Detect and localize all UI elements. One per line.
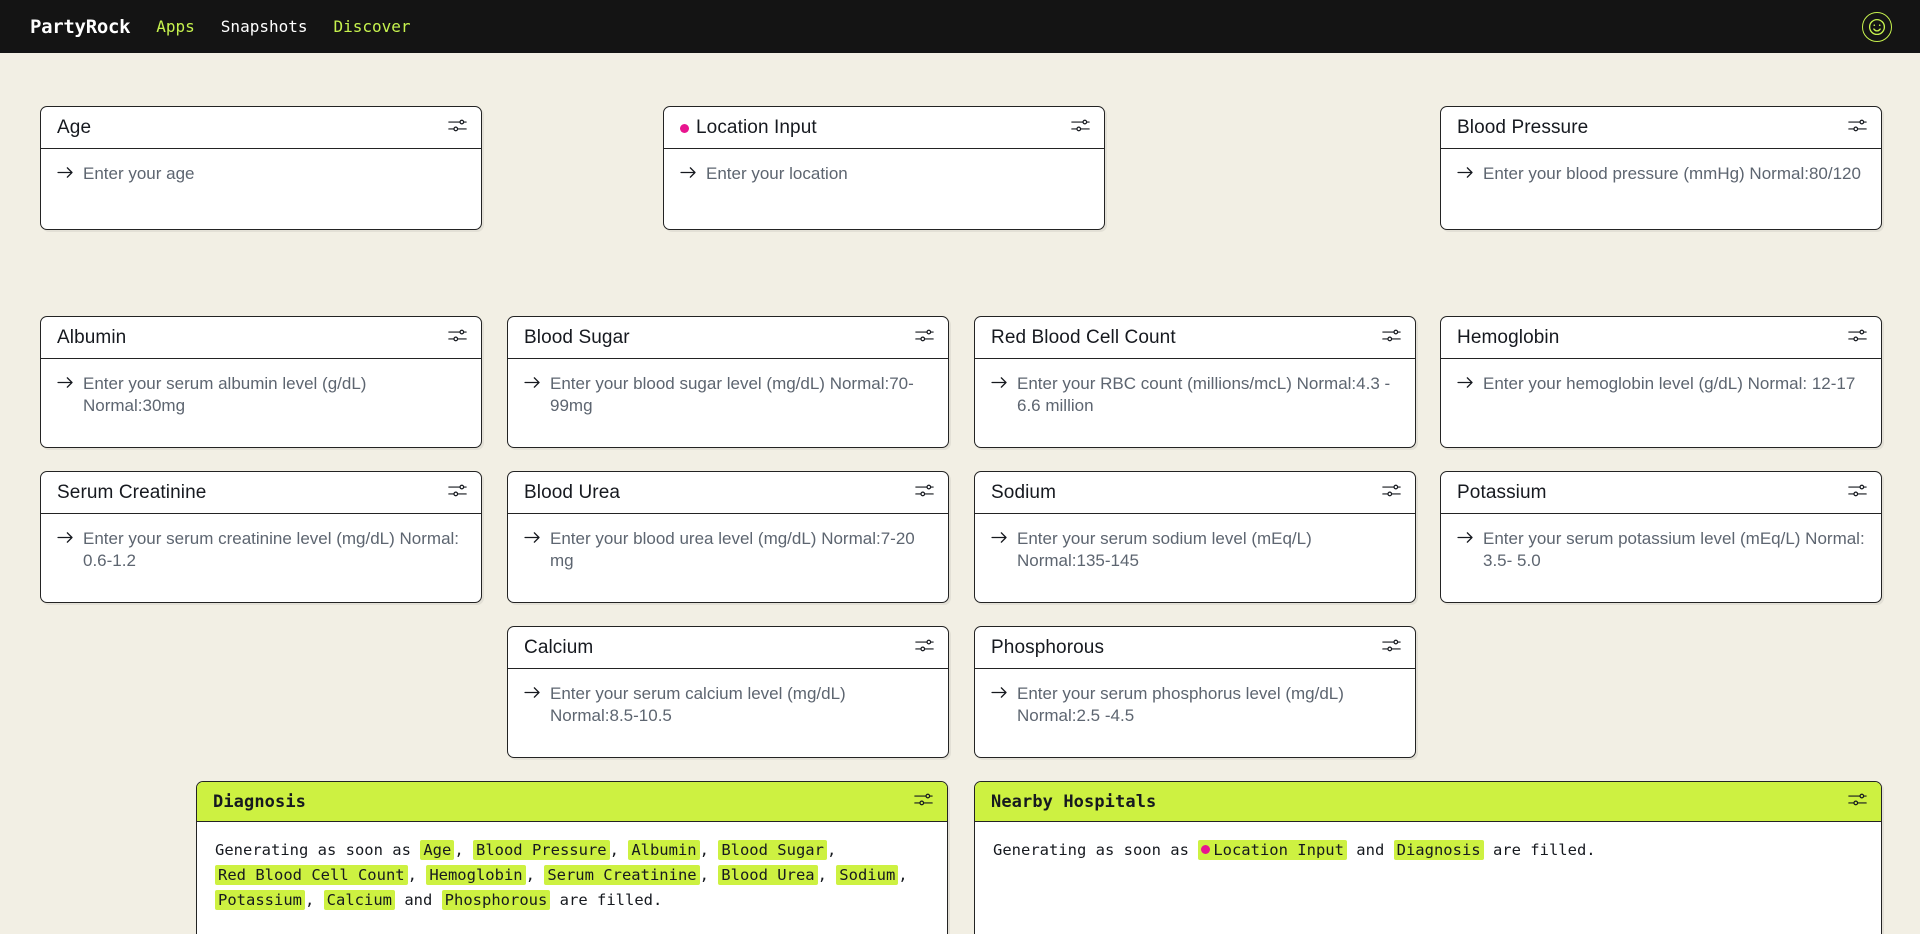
arrow-right-icon bbox=[1457, 166, 1474, 184]
widget-title: Serum Creatinine bbox=[57, 482, 207, 503]
widget-body[interactable] bbox=[975, 359, 1415, 447]
settings-sliders-icon[interactable] bbox=[914, 792, 933, 812]
widget-title: Blood Sugar bbox=[524, 327, 630, 348]
widget-header bbox=[508, 627, 948, 669]
widget-placeholder: Enter your serum sodium level (mEq/L) Normal:135-145 bbox=[1017, 529, 1312, 570]
smiley-face-icon[interactable] bbox=[1862, 12, 1892, 42]
widget-card-blood-urea[interactable] bbox=[507, 471, 949, 603]
dependency-chip[interactable]: Age bbox=[420, 840, 454, 860]
settings-sliders-icon[interactable] bbox=[1848, 483, 1867, 503]
arrow-right-icon bbox=[57, 376, 74, 394]
widget-title: Phosphorous bbox=[991, 637, 1105, 658]
widget-placeholder: Enter your blood sugar level (mg/dL) Normal:70-99mg bbox=[550, 374, 914, 415]
widget-body[interactable] bbox=[1441, 359, 1881, 447]
settings-sliders-icon[interactable] bbox=[448, 118, 467, 138]
arrow-right-icon bbox=[57, 531, 74, 549]
arrow-right-icon bbox=[991, 686, 1008, 704]
widget-card-serum-creatinine[interactable] bbox=[40, 471, 482, 603]
widget-card-sodium[interactable] bbox=[974, 471, 1416, 603]
top-navigation-bar bbox=[0, 0, 1920, 53]
widget-body[interactable] bbox=[508, 669, 948, 757]
dependency-chip[interactable]: Albumin bbox=[628, 840, 699, 860]
dependency-chip[interactable]: Blood Urea bbox=[718, 865, 817, 885]
arrow-right-icon bbox=[524, 686, 541, 704]
widget-card-albumin[interactable] bbox=[40, 316, 482, 448]
widget-placeholder: Enter your RBC count (millions/mcL) Normal:4.3 - 6.6 million bbox=[1017, 374, 1391, 415]
dependency-chip[interactable]: Blood Sugar bbox=[718, 840, 827, 860]
arrow-right-icon bbox=[57, 166, 74, 184]
dependency-chip[interactable]: Phosphorous bbox=[442, 890, 551, 910]
settings-sliders-icon[interactable] bbox=[1848, 118, 1867, 138]
widget-title: Calcium bbox=[524, 637, 594, 658]
diagnosis-generation-status: Generating as soon as Age , Blood Pressure , Albumin , Blood Sugar , Red Blood Cell Count , Hemoglobin , Serum Creatinine , Blood Urea , Sodium , Potassium , Calcium and Phosphorous are filled. bbox=[215, 841, 908, 910]
widget-placeholder: Enter your age bbox=[83, 164, 195, 183]
dependency-chip[interactable]: Hemoglobin bbox=[426, 865, 525, 885]
widget-title: Red Blood Cell Count bbox=[991, 327, 1176, 348]
widget-header bbox=[975, 627, 1415, 669]
widget-header bbox=[508, 472, 948, 514]
widget-body[interactable] bbox=[664, 149, 1104, 229]
pin-dot-icon bbox=[680, 124, 689, 133]
widget-placeholder: Enter your location bbox=[706, 164, 848, 183]
settings-sliders-icon[interactable] bbox=[448, 328, 467, 348]
arrow-right-icon bbox=[1457, 531, 1474, 549]
widget-header bbox=[41, 107, 481, 149]
app-canvas bbox=[0, 53, 1920, 934]
widget-body[interactable] bbox=[41, 514, 481, 602]
widget-header bbox=[197, 782, 947, 822]
widget-body[interactable] bbox=[508, 514, 948, 602]
widget-body[interactable] bbox=[1441, 149, 1881, 229]
widget-card-hemoglobin[interactable] bbox=[1440, 316, 1882, 448]
widget-body[interactable] bbox=[508, 359, 948, 447]
widget-placeholder: Enter your serum phosphorus level (mg/dL) Normal:2.5 -4.5 bbox=[1017, 684, 1344, 725]
nav-link-apps[interactable]: Apps bbox=[156, 17, 195, 36]
widget-header bbox=[664, 107, 1104, 149]
settings-sliders-icon[interactable] bbox=[448, 483, 467, 503]
dependency-chip[interactable]: Calcium bbox=[324, 890, 395, 910]
pin-dot-icon bbox=[1201, 845, 1210, 854]
widget-title: Blood Urea bbox=[524, 482, 621, 503]
dependency-chip[interactable]: Location Input bbox=[1198, 840, 1347, 860]
dependency-chip[interactable]: Red Blood Cell Count bbox=[215, 865, 408, 885]
dependency-chip[interactable]: Blood Pressure bbox=[473, 840, 610, 860]
hospitals-generation-status: Generating as soon as Location Input and Diagnosis are filled. bbox=[993, 841, 1596, 859]
nav-link-discover[interactable]: Discover bbox=[333, 17, 411, 36]
widget-card-potassium[interactable] bbox=[1440, 471, 1882, 603]
widget-card-age[interactable] bbox=[40, 106, 482, 230]
arrow-right-icon bbox=[524, 376, 541, 394]
widget-placeholder: Enter your serum potassium level (mEq/L) Normal: 3.5- 5.0 bbox=[1483, 529, 1865, 570]
widget-placeholder: Enter your serum albumin level (g/dL) Normal:30mg bbox=[83, 374, 367, 415]
widget-body[interactable] bbox=[41, 359, 481, 447]
widget-card-diagnosis[interactable] bbox=[196, 781, 948, 934]
widget-title: Nearby Hospitals bbox=[991, 792, 1157, 812]
widget-header bbox=[1441, 472, 1881, 514]
settings-sliders-icon[interactable] bbox=[915, 638, 934, 658]
settings-sliders-icon[interactable] bbox=[1382, 328, 1401, 348]
widget-card-blood-pressure[interactable] bbox=[1440, 106, 1882, 230]
dependency-chip[interactable]: Serum Creatinine bbox=[544, 865, 699, 885]
dependency-chip[interactable]: Sodium bbox=[836, 865, 898, 885]
widget-header bbox=[41, 317, 481, 359]
widget-header bbox=[1441, 107, 1881, 149]
widget-card-phosphorous[interactable] bbox=[974, 626, 1416, 758]
widget-header bbox=[41, 472, 481, 514]
dependency-chip[interactable]: Potassium bbox=[215, 890, 305, 910]
widget-title: Diagnosis bbox=[213, 792, 307, 812]
dependency-chip[interactable]: Diagnosis bbox=[1394, 840, 1484, 860]
widget-card-location-input[interactable] bbox=[663, 106, 1105, 230]
arrow-right-icon bbox=[1457, 376, 1474, 394]
arrow-right-icon bbox=[991, 531, 1008, 549]
widget-card-calcium[interactable] bbox=[507, 626, 949, 758]
settings-sliders-icon[interactable] bbox=[1848, 328, 1867, 348]
widget-title: Albumin bbox=[57, 327, 127, 348]
widget-header bbox=[508, 317, 948, 359]
settings-sliders-icon[interactable] bbox=[915, 328, 934, 348]
widget-title: Potassium bbox=[1457, 482, 1547, 503]
widget-title: Hemoglobin bbox=[1457, 327, 1560, 348]
widget-body[interactable] bbox=[1441, 514, 1881, 602]
widget-card-red-blood-cell-count[interactable] bbox=[974, 316, 1416, 448]
brand-logo[interactable]: PartyRock bbox=[30, 15, 131, 38]
settings-sliders-icon[interactable] bbox=[1848, 792, 1867, 812]
widget-placeholder: Enter your blood urea level (mg/dL) Normal:7-20 mg bbox=[550, 529, 915, 570]
widget-placeholder: Enter your serum creatinine level (mg/dL) Normal: 0.6-1.2 bbox=[83, 529, 460, 570]
widget-header bbox=[1441, 317, 1881, 359]
widget-header bbox=[975, 782, 1881, 822]
widget-title: Age bbox=[57, 117, 92, 138]
widget-header bbox=[975, 472, 1415, 514]
widget-placeholder: Enter your blood pressure (mmHg) Normal:80/120 bbox=[1483, 164, 1861, 183]
widget-title: Location Input bbox=[680, 117, 817, 139]
arrow-right-icon bbox=[524, 531, 541, 549]
settings-sliders-icon[interactable] bbox=[915, 483, 934, 503]
arrow-right-icon bbox=[680, 166, 697, 184]
settings-sliders-icon[interactable] bbox=[1071, 118, 1090, 138]
widget-placeholder: Enter your serum calcium level (mg/dL) Normal:8.5-10.5 bbox=[550, 684, 846, 725]
widget-placeholder: Enter your hemoglobin level (g/dL) Normal: 12-17 bbox=[1483, 374, 1856, 393]
widget-title: Sodium bbox=[991, 482, 1057, 503]
arrow-right-icon bbox=[991, 376, 1008, 394]
nav-link-snapshots[interactable]: Snapshots bbox=[220, 17, 308, 36]
widget-header bbox=[975, 317, 1415, 359]
widget-title: Blood Pressure bbox=[1457, 117, 1589, 138]
settings-sliders-icon[interactable] bbox=[1382, 638, 1401, 658]
settings-sliders-icon[interactable] bbox=[1382, 483, 1401, 503]
widget-body[interactable] bbox=[41, 149, 481, 229]
widget-body[interactable] bbox=[975, 514, 1415, 602]
widget-body[interactable] bbox=[975, 669, 1415, 757]
widget-card-blood-sugar[interactable] bbox=[507, 316, 949, 448]
widget-card-nearby-hospitals[interactable] bbox=[974, 781, 1882, 934]
